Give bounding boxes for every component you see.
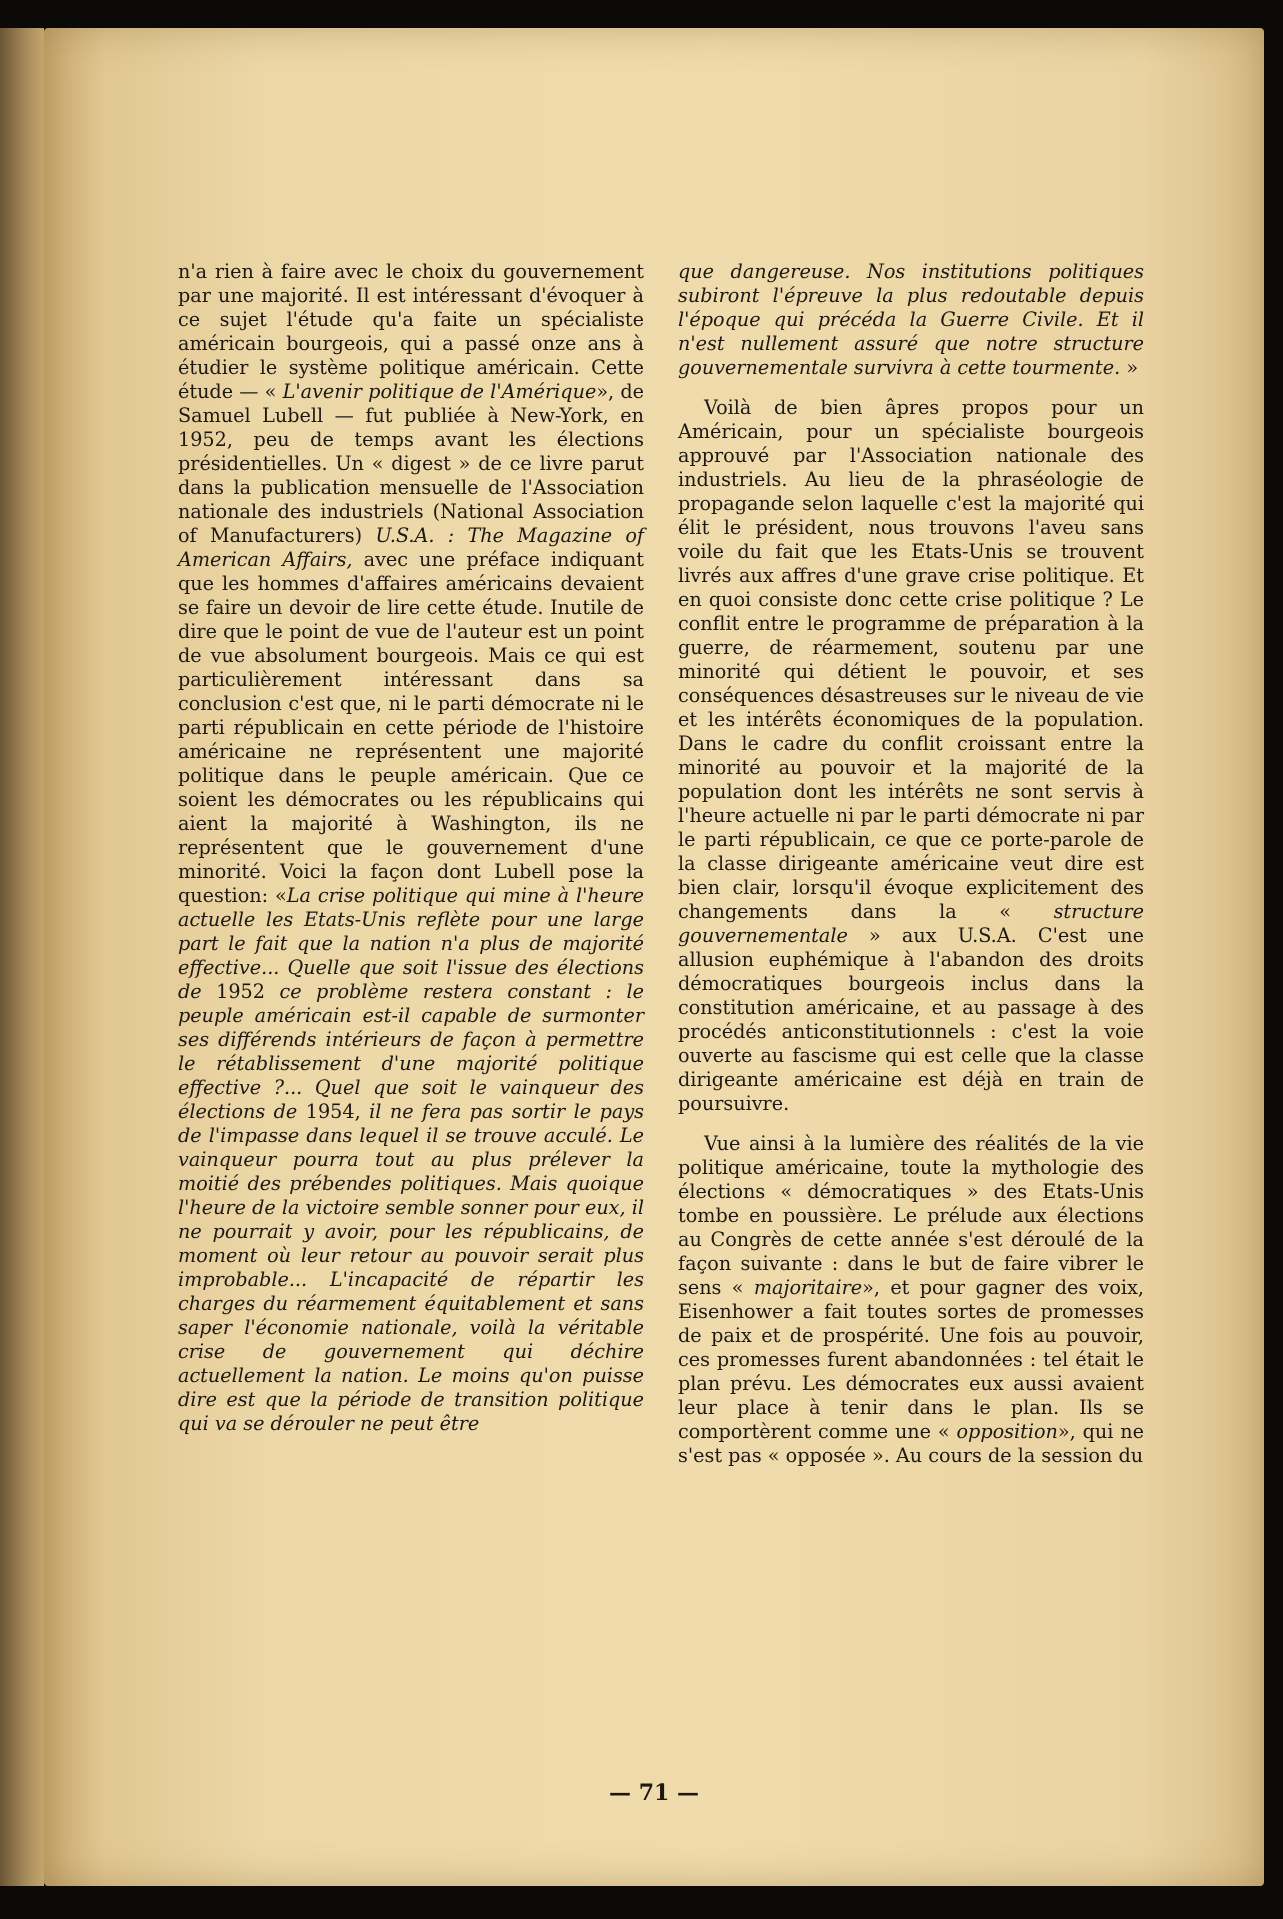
right-column [678,260,1144,1468]
book-gutter [0,28,44,1886]
paragraph: Vue ainsi à la lumière des réalités de la vie politique américaine, toute la mythologie des élections « démocratiques » des Etats-Unis tombe en poussière. Le prélude aux élections au Congrès de cette année s'est déroulé de la façon suivante : dans le but de faire vibrer le sens « majoritaire», et pour gagner des voix, Eisenhower a fait toutes sortes de promesses de paix et de prospérité. Une fois au pouvoir, ces promesses furent abandonnées : tel était le plan prévu. Les démocrates eux aussi avaient leur place à tenir dans le plan. Ils se comportèrent comme une « opposition», qui ne s'est pas « opposée ». Au cours de la session du [678,1132,1144,1467]
left-column [178,260,644,1436]
paragraph: n'a rien à faire avec le choix du gouvernement par une majorité. Il est intéressant d'évoquer à ce sujet l'étude qu'a faite un spécialiste américain bourgeois, qui a passé onze ans à étudier le système politique américain. Cette étude — « L'avenir politique de l'Amérique», de Samuel Lubell — fut publiée à New-York, en 1952, peu de temps avant les élections présidentielles. Un « digest » de ce livre parut dans la publication mensuelle de l'Association nationale des industriels (National Association of Manufacturers) U.S.A. : The Magazine of American Affairs, avec une préface indiquant que les hommes d'affaires américains devaient se faire un devoir de lire cette étude. Inutile de dire que le point de vue de l'auteur est un point de vue absolument bourgeois. Mais ce qui est particulièrement intéressant dans sa conclusion c'est que, ni le parti démocrate ni le parti républicain en cette période de l'histoire américaine ne représentent une majorité politique dans le peuple américain. Que ce soient les démocrates ou les républicains qui aient la majorité à Washington, ils ne représentent que le gouvernement d'une minorité. Voici la façon dont Lubell pose la question: «La crise politique qui mine à l'heure actuelle les Etats-Unis reflète pour une large part le fait que la nation n'a plus de majorité effective... Quelle que soit l'issue des élections de 1952 ce problème restera constant : le peuple américain est-il capable de surmonter ses différends intérieurs de façon à permettre le rétablissement d'une majorité politique effective ?... Quel que soit le vainqueur des élections de 1954, il ne fera pas sortir le pays de l'impasse dans lequel il se trouve acculé. Le vainqueur pourra tout au plus prélever la moitié des prébendes politiques. Mais quoique l'heure de la victoire semble sonner pour eux, il ne pourrait y avoir, pour les républicains, de moment où leur retour au pouvoir serait plus improbable... L'incapacité de répartir les charges du réarmement équitablement et sans saper l'économie nationale, voilà la véritable crise de gouvernement qui déchire actuellement la nation. Le moins qu'on puisse dire est que la période de transition politique qui va se dérouler ne peut être [178,260,645,1435]
book-page [44,28,1264,1886]
paragraph: que dangereuse. Nos institutions politiques subiront l'épreuve la plus redoutable depuis l'époque qui précéda la Guerre Civile. Et il n'est nullement assuré que notre structure gouvernementale survivra à cette tourmente. » [678,260,1144,379]
paragraph: Voilà de bien âpres propos pour un Américain, pour un spécialiste bourgeois approuvé par l'Association nationale des industriels. Au lieu de la phraséologie de propagande selon laquelle c'est la majorité qui élit le président, nous trouvons l'aveu sans voile du fait que les Etats-Unis se trouvent livrés aux affres d'une grave crise politique. Et en quoi consiste donc cette crise politique ? Le conflit entre le programme de préparation à la guerre, de réarmement, soutenu par une minorité qui détient le pouvoir, et ses conséquences désastreuses sur le niveau de vie et les intérêts économiques de la population. Dans le cadre du conflit croissant entre la minorité au pouvoir et la majorité de la population dont les intérêts ne sont servis à l'heure actuelle ni par le parti démocrate ni par le parti républicain, ce que ce porte-parole de la classe dirigeante américaine veut dire est bien clair, lorsqu'il évoque explicitement des changements dans la « structure gouvernementale » aux U.S.A. C'est une allusion euphémique à l'abandon des droits démocratiques bourgeois inclus dans la constitution américaine, et au passage à des procédés anticonstitutionnels : c'est la voie ouverte au fascisme qui est celle que la classe dirigeante américaine est déjà en train de poursuivre. [678,396,1144,1115]
page-number: — 71 — [609,1780,699,1806]
